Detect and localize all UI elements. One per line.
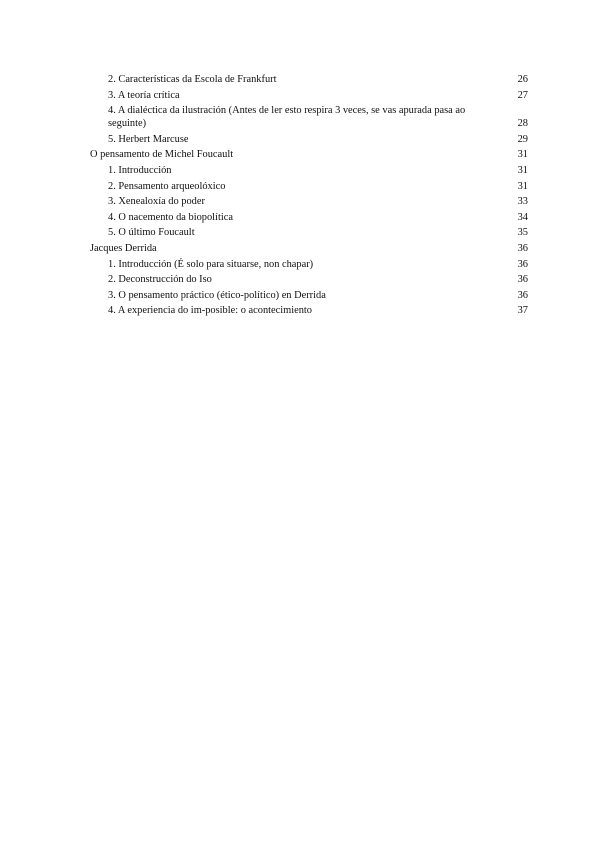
toc-entry-label: 5. O último Foucault [108,227,195,239]
toc-entry-label: 3. O pensamento práctico (ético-político) en Derrida [108,289,326,301]
toc-entry-page: 35 [517,227,528,239]
toc-entry[interactable] [90,180,528,193]
toc-entry[interactable] [90,73,528,86]
toc-entry[interactable] [90,104,528,130]
toc-entry-label: 2. Pensamento arqueolóxico [108,180,226,192]
toc-entry[interactable] [90,164,528,177]
toc-entry[interactable] [90,133,528,146]
toc-entry[interactable] [90,289,528,302]
toc-entry[interactable] [90,195,528,208]
toc-entry-page: 36 [517,242,528,254]
toc-entry-page: 31 [517,164,528,176]
toc-entry-label: Jacques Derrida [90,242,157,254]
toc-entry-label: 2. Deconstrucción do Iso [108,274,212,286]
toc-entry-label: 5. Herbert Marcuse [108,133,189,145]
toc-entry[interactable] [90,304,528,317]
toc-entry-label: 3. A teoría crítica [108,89,180,101]
toc-entry-page: 36 [517,258,528,270]
toc-entry-page: 28 [517,118,528,130]
toc-entry-page: 36 [517,289,528,301]
toc-entry-page: 36 [517,274,528,286]
toc-entry-label: O pensamento de Michel Foucault [90,149,234,161]
table-of-contents [90,73,528,320]
toc-entry-page: 31 [517,149,528,161]
toc-entry-page: 27 [517,89,528,101]
toc-chapter-entry[interactable] [90,148,528,161]
toc-entry-page: 29 [517,133,528,145]
toc-entry-page: 26 [517,74,528,85]
toc-entry[interactable] [90,89,528,102]
toc-entry[interactable] [90,273,528,286]
toc-entry-label: 4. A experiencia do im-posible: o acontecimiento [108,305,313,317]
toc-entry-label: 4. A dialéctica da ilustración (Antes de ler esto respira 3 veces, se vas apurada pasa ao seguinte) [108,105,466,130]
toc-entry-label: 1. Introducción (É solo para situarse, non chapar) [108,258,314,270]
toc-entry[interactable] [90,226,528,239]
toc-entry-label: 3. Xenealoxía do poder [108,196,205,208]
toc-entry-label: 1. Introducción [108,164,172,176]
toc-entry-page: 37 [517,305,528,317]
toc-entry[interactable] [90,211,528,224]
toc-entry[interactable] [90,258,528,271]
toc-entry-label: 4. O nacemento da biopolítica [108,211,233,223]
toc-entry-label: 2. Características da Escola de Frankfurt [108,74,277,85]
toc-entry-page: 34 [517,211,528,223]
toc-entry-page: 31 [517,180,528,192]
toc-entry-page: 33 [517,196,528,208]
toc-chapter-entry[interactable] [90,242,528,255]
